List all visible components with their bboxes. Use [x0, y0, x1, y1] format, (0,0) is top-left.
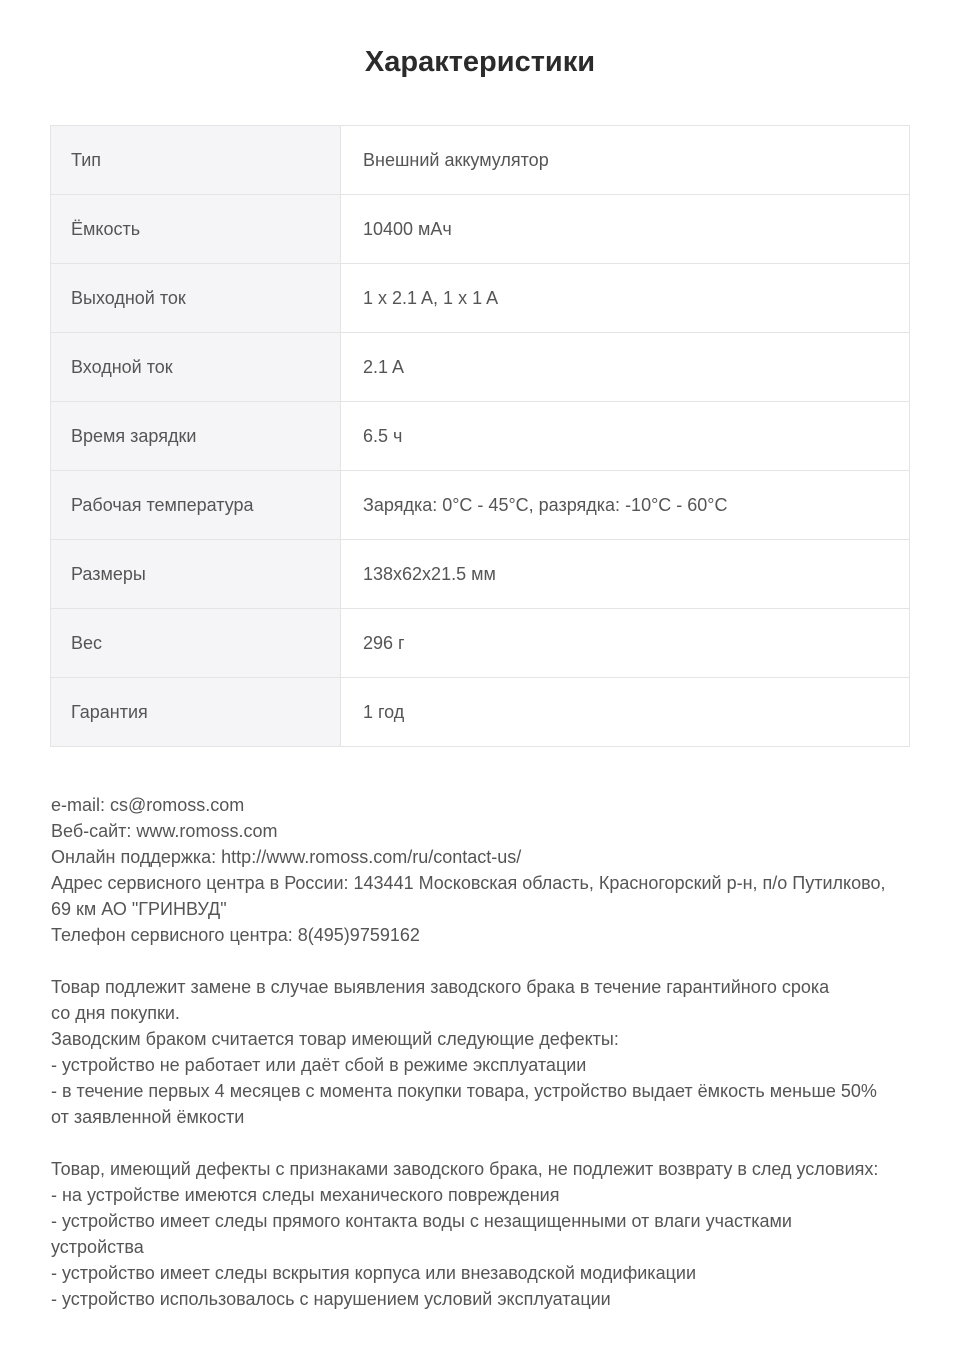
spec-value: 1 x 2.1 A, 1 x 1 A	[341, 264, 910, 333]
address-line: 69 км АО "ГРИНВУД"	[51, 899, 227, 919]
table-row	[51, 471, 910, 540]
exclusion-line: - устройство имеет следы вскрытия корпуса или внезаводской модификации	[51, 1263, 697, 1283]
page-title: Характеристики	[364, 46, 596, 78]
spec-value: Внешний аккумулятор	[341, 126, 910, 195]
exclusion-line: Товар, имеющий дефекты с признаками заводского брака, не подлежит возврату в след условиях:	[51, 1159, 879, 1179]
spacer	[51, 948, 921, 974]
spec-value: 10400 мАч	[341, 195, 910, 264]
spec-value: 1 год	[341, 678, 910, 747]
spec-label: Гарантия	[51, 678, 341, 747]
spec-value: 6.5 ч	[341, 402, 910, 471]
exclusions-section	[51, 1156, 921, 1312]
table-row	[51, 402, 910, 471]
spec-label: Рабочая температура	[51, 471, 341, 540]
website-line: Веб-сайт: www.romoss.com	[51, 821, 278, 841]
spec-value: 138x62x21.5 мм	[341, 540, 910, 609]
email-line: e-mail: cs@romoss.com	[51, 795, 245, 815]
spec-value: Зарядка: 0°C - 45°C, разрядка: -10°C - 60°C	[341, 471, 910, 540]
exclusion-line: - устройство использовалось с нарушением условий эксплуатации	[51, 1289, 611, 1309]
spec-label: Выходной ток	[51, 264, 341, 333]
spec-label: Время зарядки	[51, 402, 341, 471]
table-row	[51, 195, 910, 264]
specs-table	[50, 125, 910, 747]
spacer	[51, 1130, 921, 1156]
spec-label: Размеры	[51, 540, 341, 609]
spec-label: Вес	[51, 609, 341, 678]
spec-label: Входной ток	[51, 333, 341, 402]
spec-label: Тип	[51, 126, 341, 195]
warranty-line: со дня покупки.	[51, 1003, 180, 1023]
exclusion-line: - на устройстве имеются следы механического повреждения	[51, 1185, 560, 1205]
table-row	[51, 609, 910, 678]
exclusion-line: - устройство имеет следы прямого контакта воды с незащищенными от влаги участками	[51, 1211, 792, 1231]
table-row	[51, 126, 910, 195]
spec-value: 296 г	[341, 609, 910, 678]
table-row	[51, 678, 910, 747]
table-row	[51, 540, 910, 609]
phone-line: Телефон сервисного центра: 8(495)9759162	[51, 925, 420, 945]
address-line: Адрес сервисного центра в России: 143441 Московская область, Красногорский р-н, п/о Путилково,	[51, 873, 886, 893]
table-row	[51, 333, 910, 402]
exclusion-line: устройства	[51, 1237, 144, 1257]
support-line: Онлайн поддержка: http://www.romoss.com/ru/contact-us/	[51, 847, 522, 867]
warranty-line: от заявленной ёмкости	[51, 1107, 245, 1127]
warranty-line: Товар подлежит замене в случае выявления заводского брака в течение гарантийного срока	[51, 977, 830, 997]
spec-value: 2.1 A	[341, 333, 910, 402]
contacts-section	[51, 792, 921, 948]
warranty-line: - устройство не работает или даёт сбой в режиме эксплуатации	[51, 1055, 587, 1075]
spec-label: Ёмкость	[51, 195, 341, 264]
warranty-section	[51, 974, 921, 1130]
table-row	[51, 264, 910, 333]
info-block	[51, 792, 921, 1312]
warranty-line: - в течение первых 4 месяцев с момента покупки товара, устройство выдает ёмкость меньше 50%	[51, 1081, 877, 1101]
warranty-line: Заводским браком считается товар имеющий следующие дефекты:	[51, 1029, 619, 1049]
